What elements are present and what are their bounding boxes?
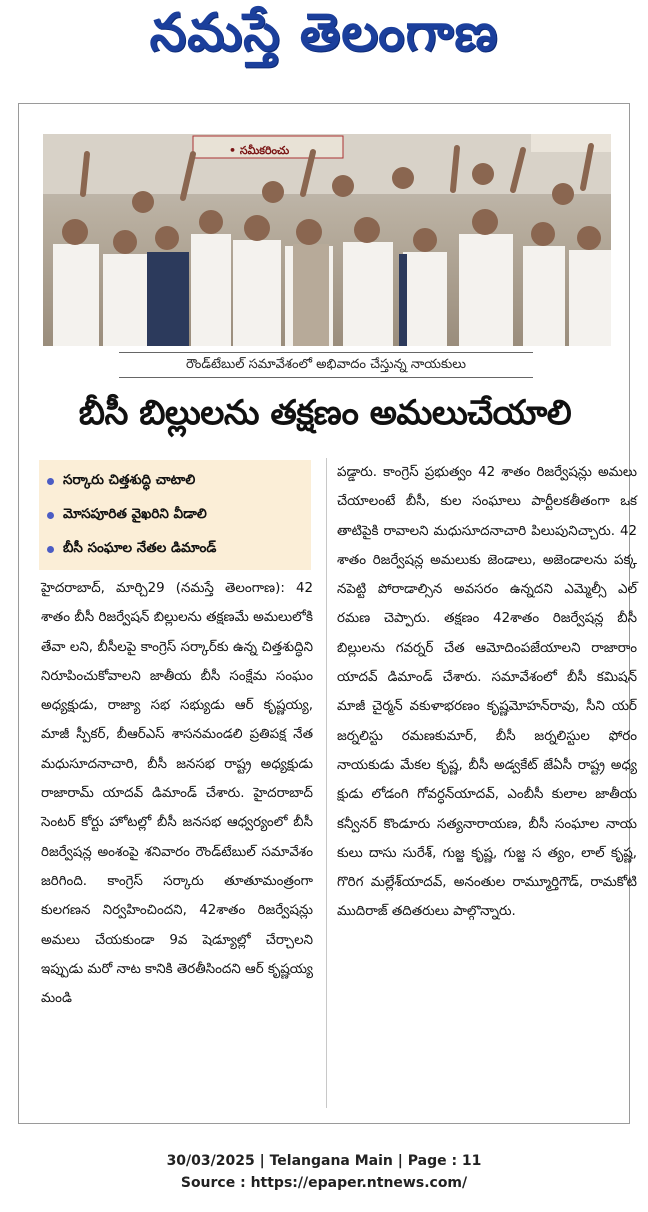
subheadline-text: సర్కారు చిత్తశుద్ధి చాటాలి bbox=[63, 471, 196, 488]
source-link[interactable]: Source : https://epaper.ntnews.com/ bbox=[180, 1175, 468, 1191]
subheadline-item bbox=[47, 464, 303, 498]
article-photo bbox=[43, 134, 611, 346]
newspaper-logo: నమస్తే తెలంగాణ bbox=[149, 2, 499, 63]
article-body-right-column bbox=[337, 458, 637, 927]
masthead bbox=[0, 0, 648, 78]
subheadline-text: మోసపూరిత వైఖరిని వీడాలి bbox=[63, 505, 207, 522]
article-body-left-column bbox=[41, 574, 313, 1013]
body-text: హైదరాబాద్, మార్చి29 (నమస్తే తెలంగాణ): 42 శాతం బీసీ రిజర్వేషన్ బిల్లులను తక్షణమే అమలులోకి తేవా లని, బీసీలపై కాంగ్రెస్ సర్కార్‌కు ఉన్న చిత్తశుద్ధిని నిరూపించుకోవాలని జాతీయ బీసీ సంక్షేమ సంఘం అధ్యక్షుడు, రాజ్యా సభ సభ్యుడు ఆర్ కృష్ణయ్య, మాజీ స్పీకర్, బీఆర్‌ఎస్ శాసనమండలి ప్రతిపక్ష నేత మధుసూదనాచారి, బీసీ జనసభ రాష్ట్ర అధ్యక్షుడు రాజారామ్ యాదవ్ డిమాండ్ చేశారు. హైదరాబాద్ సెంటర్ కోర్టు హోటల్లో బీసీ జనసభ ఆధ్వర్యంలో బీసీ రిజర్వేషన్ల అంశంపై శనివారం రౌండ్‌టేబుల్ సమావేశం జరిగింది. కాంగ్రెస్ సర్కారు తూతూమంత్రంగా కులగణన నిర్వహించిందని, 42శాతం రిజర్వేషన్లు అమలు చేయకుండా 9వ షెడ్యూల్లో చేర్చాలని ఇప్పుడు మరో నాట కానికి తెరతీసిందని ఆర్ కృష్ణయ్య మండి bbox=[41, 581, 314, 1007]
subheadline-item bbox=[47, 532, 303, 566]
column-divider bbox=[326, 458, 327, 1108]
photo-banner-text: • సమీకరించు bbox=[229, 144, 290, 157]
subheadline-box bbox=[39, 460, 311, 570]
bullet-dot-icon bbox=[47, 478, 54, 485]
bullet-dot-icon bbox=[47, 512, 54, 519]
photo-caption: రౌండ్‌టేబుల్ సమావేశంలో అభివాదం చేస్తున్న నాయకులు bbox=[119, 352, 533, 378]
leaders-group-photo bbox=[43, 134, 611, 346]
subheadline-text: బీసీ సంఘాల నేతల డిమాండ్ bbox=[63, 539, 217, 556]
body-text: పడ్డారు. కాంగ్రెస్ ప్రభుత్వం 42 శాతం రిజర్వేషన్లు అమలు చేయాలంటే బీసీ, కుల సంఘాలు పార్టీలకతీతంగా ఒక తాటిపైకి రావాలని మధుసూదనాచారి పిలుపునిచ్చారు. 42 శాతం రిజర్వేషన్ల అమలుకు జెండాలు, అజెండాలను పక్క నపెట్టి పోరాడాల్సిన అవసరం ఉన్నదని ఎమ్మెల్సీ ఎల్ రమణ చెప్పారు. తక్షణం 42శాతం రిజర్వేషన్ల బీసీ బిల్లులను గవర్నర్ చేత ఆమోదింపజేయాలని రాజారాం యాదవ్ డిమాండ్ చేశారు. సమావేశంలో బీసీ కమిషన్ మాజీ చైర్మన్ వకుళాభరణం కృష్ణమోహన్‌రావు, సీని యర్ జర్నలిస్టు రమణకుమార్, బీసీ జర్నలిస్టుల ఫోరం నాయకుడు మేకల కృష్ణ, బీసీ అడ్వకేట్ జేఏసీ రాష్ట్ర అధ్య క్షుడు లోడంగి గోవర్ధన్‌యాదవ్, ఎంబీసీ కులాల జాతీయ కన్వీనర్ కొండూరు సత్యనారాయణ, బీసీ సంఘాల నాయ కులు దాసు సురేశ్, గుజ్జ కృష్ణ, గుజ్జ స త్యం, లాల్ కృష్ణ, గొరిగ మల్లేశ్‌యాదవ్, అనంతుల రామ్మూర్తిగౌడ్, రామకోటి ముదిరాజ్ తదితరులు పాల్గొన్నారు. bbox=[337, 465, 637, 920]
article-clipping bbox=[18, 103, 637, 1124]
subheadline-item bbox=[47, 498, 303, 532]
bullet-dot-icon bbox=[47, 546, 54, 553]
page-footer bbox=[0, 1150, 648, 1194]
article-headline: బీసీ బిల్లులను తక్షణం అమలుచేయాలి bbox=[78, 393, 572, 433]
edition-info: 30/03/2025 | Telangana Main | Page : 11 bbox=[166, 1153, 482, 1169]
